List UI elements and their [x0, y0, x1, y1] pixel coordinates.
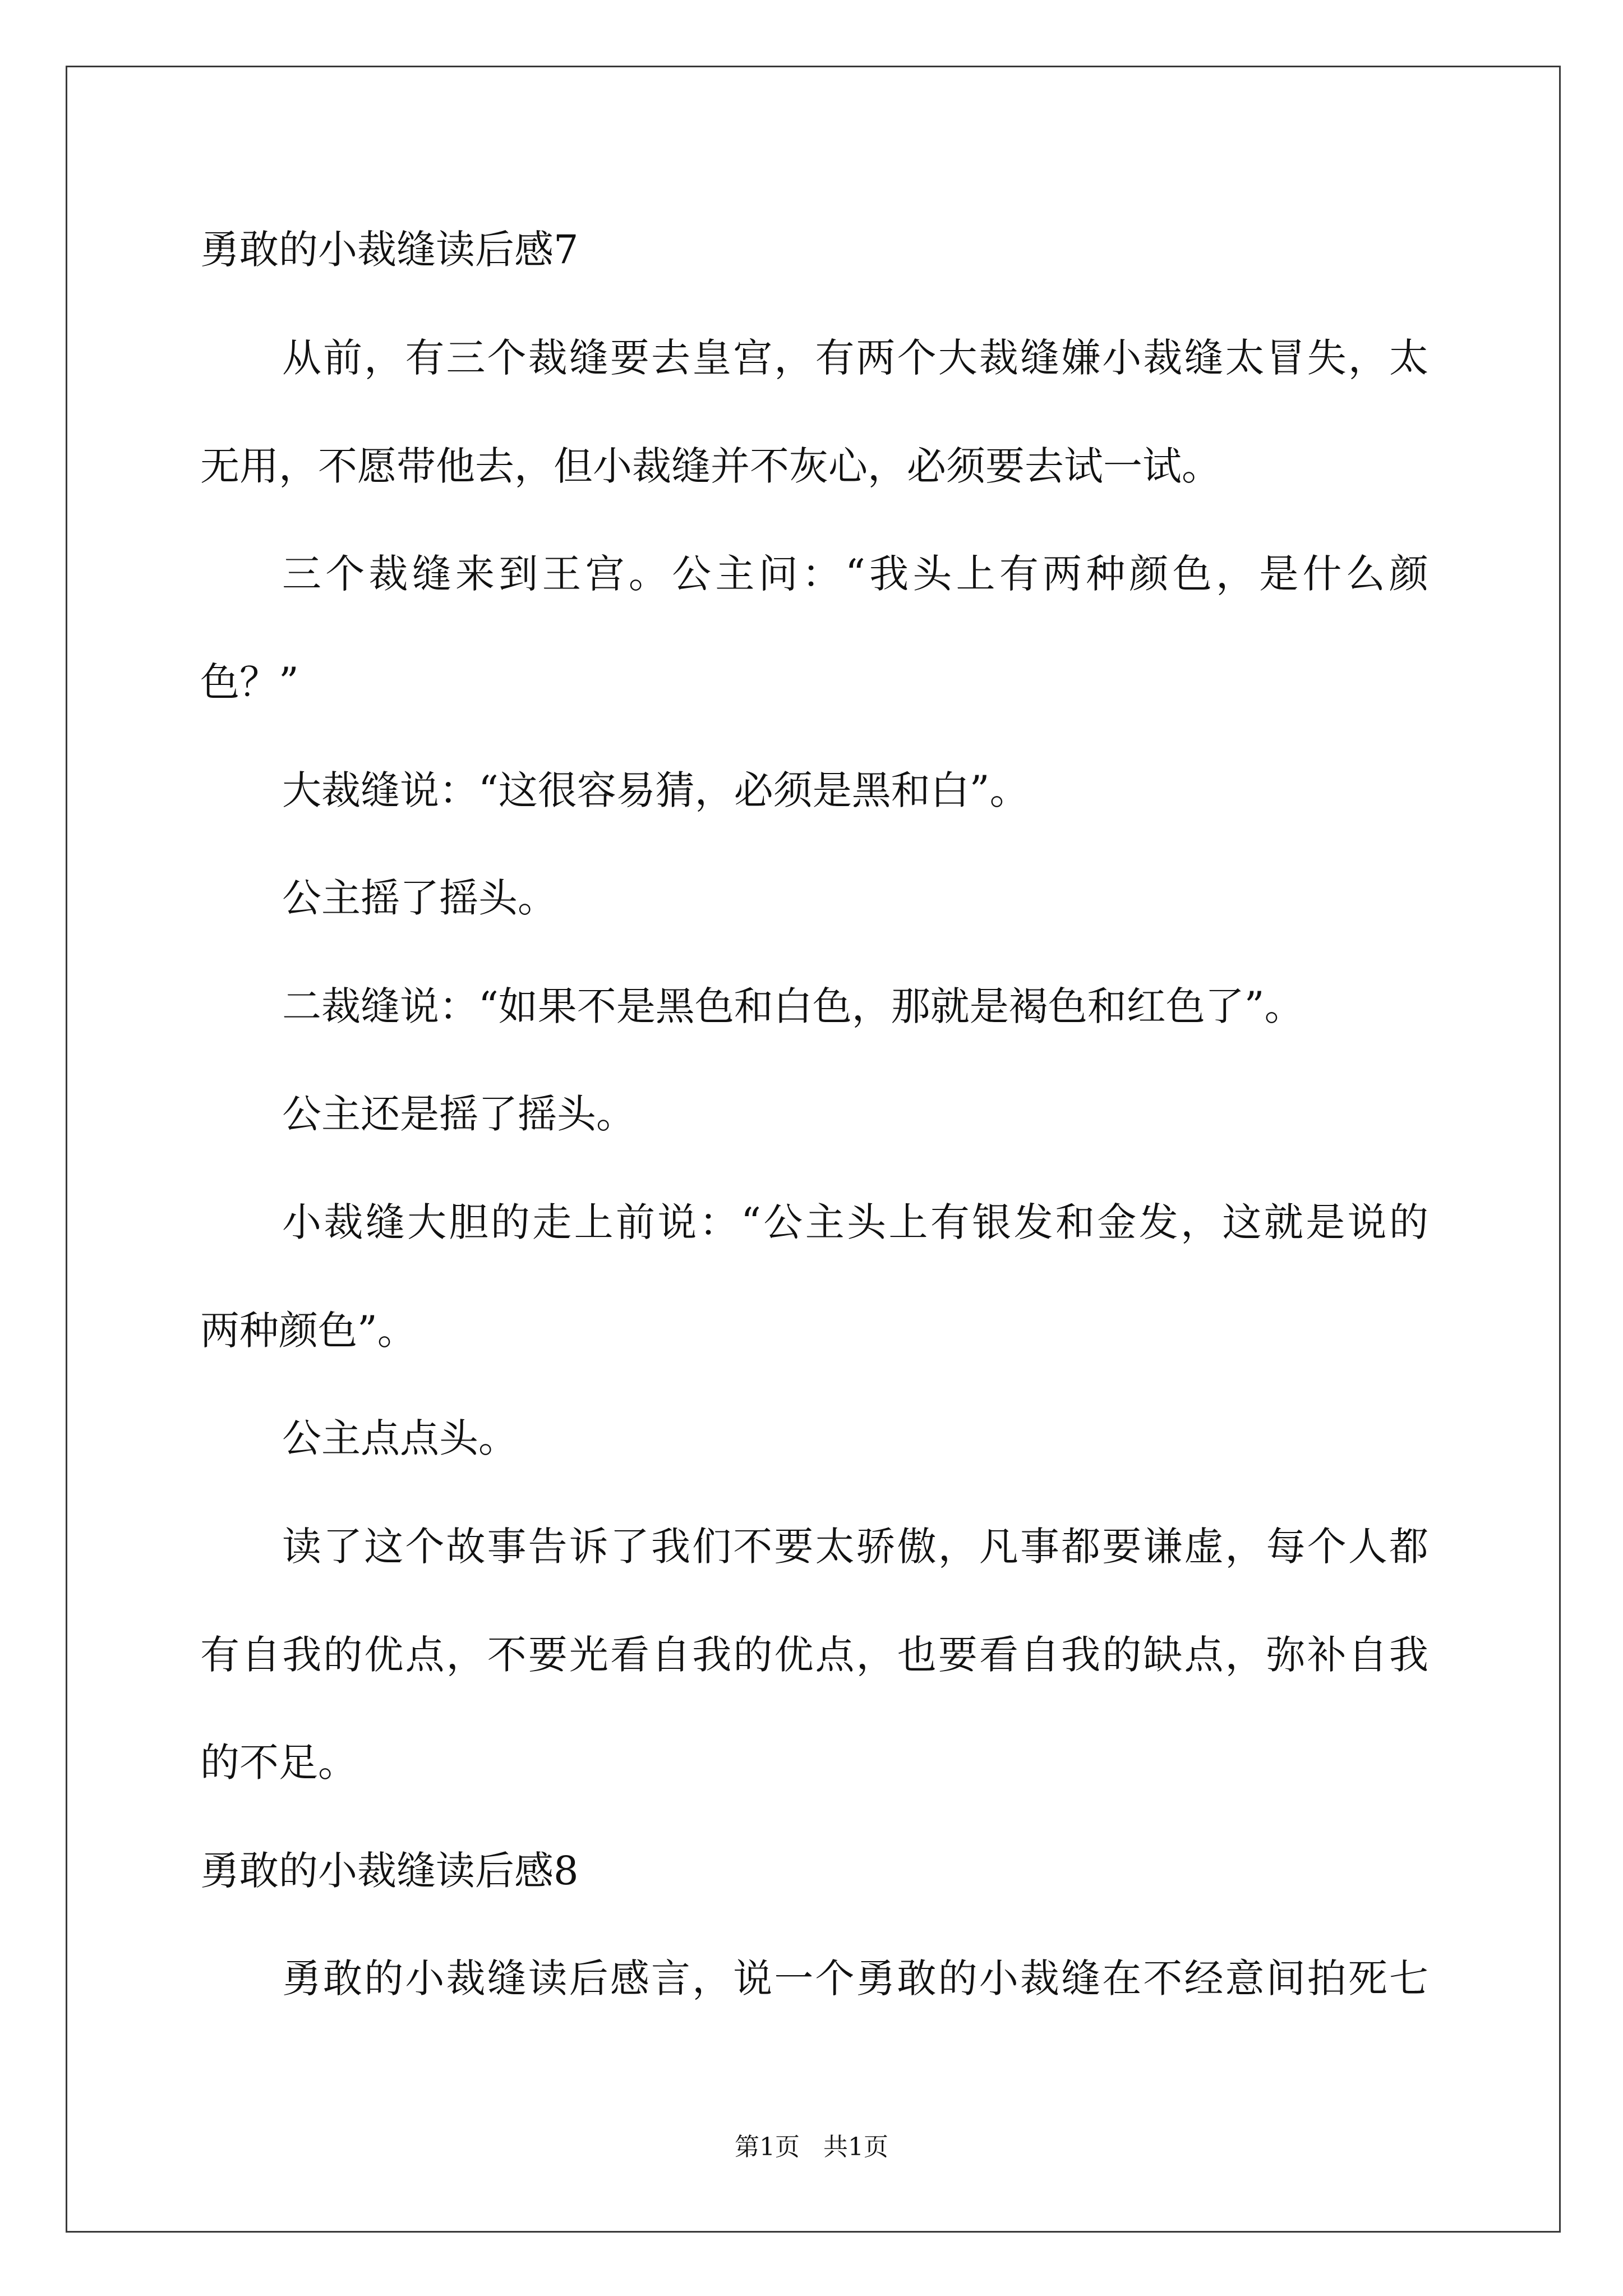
- paragraph-line: 从前，有三个裁缝要去皇宫，有两个大裁缝嫌小裁缝太冒失，太: [282, 335, 1428, 381]
- paragraph-line: 公主还是摇了摇头。: [282, 1091, 635, 1137]
- section-title-7: 勇敢的小裁缝读后感7: [200, 227, 579, 273]
- paragraph-line: 有自我的优点，不要光看自我的优点，也要看自我的缺点，弥补自我: [200, 1632, 1428, 1678]
- paragraph-line: 的不足。: [200, 1740, 357, 1786]
- paragraph-line: 无用，不愿带他去，但小裁缝并不灰心，必须要去试一试。: [200, 443, 1221, 489]
- page-border: [66, 66, 1561, 2233]
- paragraph-line: 色？”: [200, 659, 299, 705]
- paragraph-line: 两种颜色”。: [200, 1308, 417, 1354]
- paragraph-line: 勇敢的小裁缝读后感言，说一个勇敢的小裁缝在不经意间拍死七: [282, 1955, 1428, 2001]
- paragraph-line: 三个裁缝来到王宫。公主问：“我头上有两种颜色，是什么颜: [282, 551, 1428, 597]
- section-title-8: 勇敢的小裁缝读后感8: [200, 1848, 579, 1894]
- paragraph-line: 读了这个故事告诉了我们不要太骄傲，凡事都要谦虚，每个人都: [282, 1524, 1428, 1570]
- paragraph-line: 二裁缝说：“如果不是黑色和白色，那就是褐色和红色了”。: [282, 983, 1304, 1029]
- paragraph-line: 公主点点头。: [282, 1415, 518, 1461]
- paragraph-line: 大裁缝说：“这很容易猜，必须是黑和白”。: [282, 767, 1029, 813]
- paragraph-line: 公主摇了摇头。: [282, 875, 557, 921]
- page-footer: 第1页 共1页: [735, 2133, 888, 2161]
- paragraph-line: 小裁缝大胆的走上前说：“公主头上有银发和金发，这就是说的: [282, 1199, 1428, 1245]
